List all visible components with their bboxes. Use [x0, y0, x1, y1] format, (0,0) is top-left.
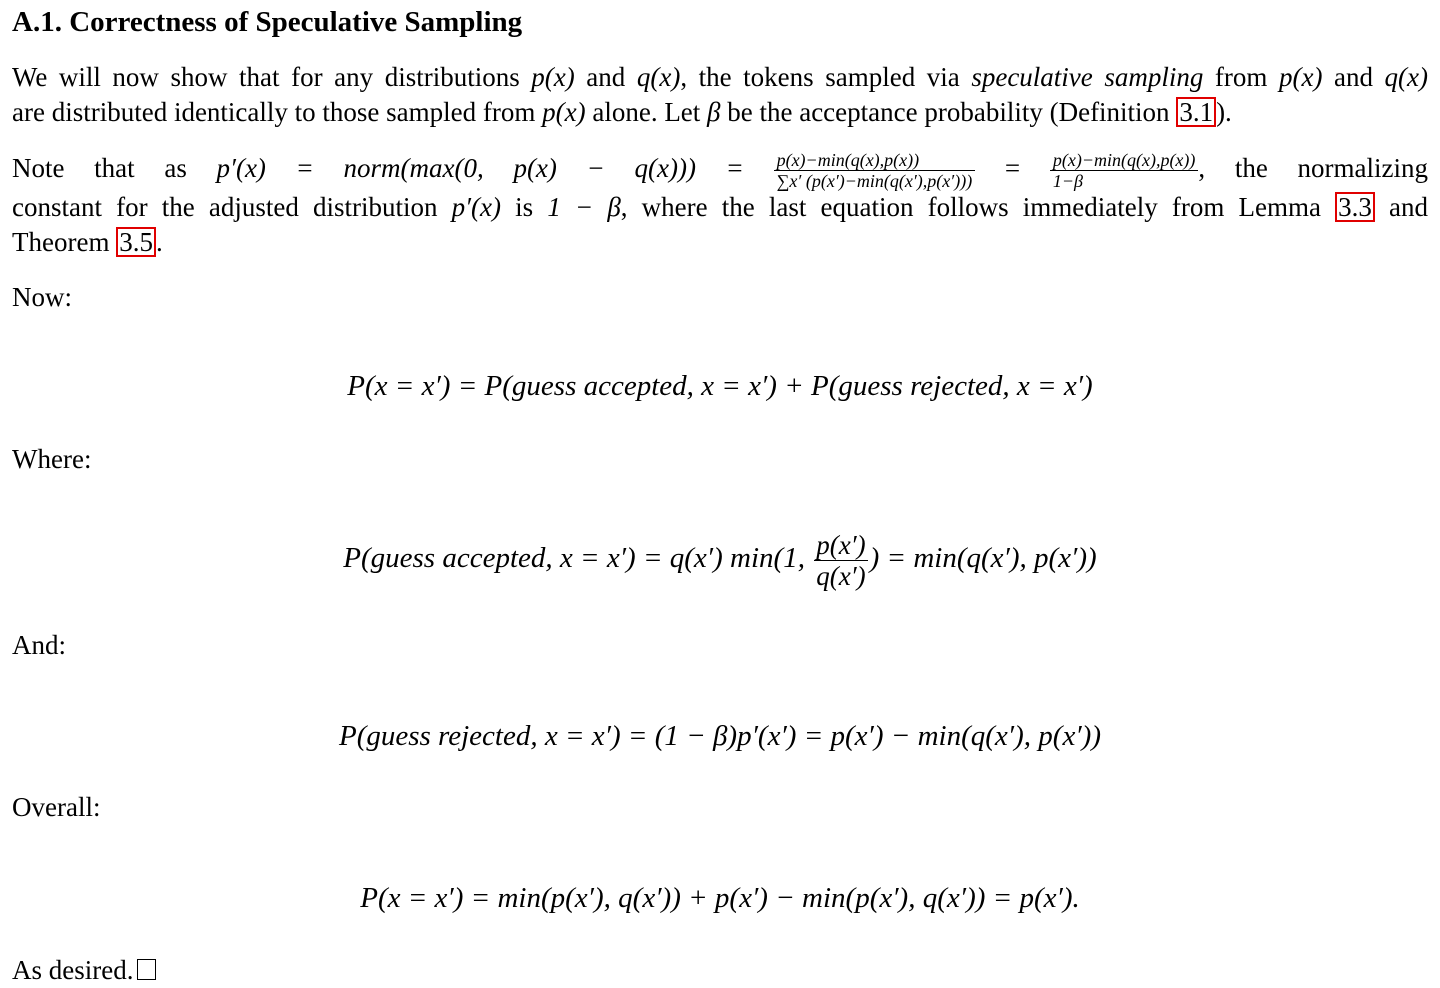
definition-reference-link[interactable]: 3.1: [1176, 97, 1216, 127]
equation-part: ) = min(q(x′), p(x′)): [869, 542, 1097, 575]
text: constant for the adjusted distribution: [12, 192, 452, 222]
paragraph-intro: [12, 60, 1428, 130]
text: Theorem: [12, 227, 117, 257]
text: and: [574, 62, 637, 92]
theorem-reference-link[interactable]: 3.5: [116, 227, 156, 257]
paragraph-normalizing-line-2: [12, 190, 1428, 225]
text: , the tokens sampled via: [680, 62, 972, 92]
text: , where the last equation follows immediately from Lemma: [620, 192, 1336, 222]
text: .: [155, 227, 163, 257]
lemma-reference-link[interactable]: 3.3: [1335, 192, 1375, 222]
text: be the acceptance probability (Definition: [720, 97, 1177, 127]
text: ).: [1216, 97, 1232, 127]
fraction-denominator: 1−β: [1050, 170, 1199, 191]
text: are distributed identically to those sampled from: [12, 97, 543, 127]
math-beta: β: [707, 97, 721, 127]
text: , the normalizing: [1198, 153, 1429, 183]
text: from: [1203, 62, 1279, 92]
math-p-prime: p′(x): [451, 192, 502, 222]
label-where: Where:: [12, 444, 92, 474]
text: and: [1322, 62, 1385, 92]
text: alone. Let: [585, 97, 708, 127]
math-px: p(x): [531, 62, 575, 92]
equals-sign: =: [975, 153, 1050, 183]
math-one-minus-beta: 1 − β: [547, 192, 621, 222]
paragraph-normalizing: [12, 143, 1428, 260]
fraction-denominator: q(x′): [816, 561, 866, 591]
equation-overall: P(x = x′) = min(p(x′), q(x′)) + p(x′) − min(p(x′), q(x′)) = p(x′).: [360, 882, 1080, 914]
emphasis-speculative-sampling: speculative sampling: [971, 62, 1204, 92]
fraction-p-over-q: [814, 530, 867, 591]
text: is: [501, 192, 548, 222]
fraction-numerator: p(x)−min(q(x),p(x)): [1052, 150, 1196, 171]
paragraph-intro-line-2: [12, 95, 1428, 130]
fraction-simplified: [1050, 150, 1199, 191]
equation-guess-rejected: P(guess rejected, x = x′) = (1 − β)p′(x′) = p(x′) − min(q(x′), p(x′)): [338, 720, 1101, 752]
text: Note that as: [12, 153, 217, 183]
qed-square-icon: [137, 959, 156, 980]
math-qx: q(x): [1384, 62, 1429, 92]
equation-part: P(guess accepted, x = x′) = q(x′) min(1,: [343, 542, 813, 575]
fraction-numerator: p(x)−min(q(x),p(x)): [776, 150, 920, 171]
section-title: A.1. Correctness of Speculative Sampling: [12, 6, 523, 38]
text: and: [1374, 192, 1428, 222]
paragraph-normalizing-line-3: [12, 225, 1428, 260]
fraction-numerator: p(x′): [816, 530, 866, 560]
conclusion-text: As desired.: [12, 955, 134, 985]
equation-total-probability: P(x = x′) = P(guess accepted, x = x′) + P(guess rejected, x = x′): [347, 370, 1093, 402]
paragraph-normalizing-line-1: [12, 143, 1428, 193]
math-px: p(x): [542, 97, 586, 127]
math-px: p(x): [1278, 62, 1323, 92]
fraction-denominator: ∑x′ (p(x′)−min(q(x′),p(x′))): [774, 170, 976, 191]
fraction-normalized: [774, 150, 976, 191]
conclusion: [12, 953, 156, 988]
label-and: And:: [12, 630, 66, 660]
text: We will now show that for any distributions: [12, 62, 532, 92]
math-qx: q(x): [636, 62, 681, 92]
equation-guess-accepted: [0, 530, 1440, 591]
math-adjusted-distribution: p′(x) = norm(max(0, p(x) − q(x))) =: [216, 153, 774, 183]
paragraph-intro-line-1: [12, 60, 1428, 95]
label-now: Now:: [12, 282, 72, 312]
label-overall: Overall:: [12, 792, 101, 822]
